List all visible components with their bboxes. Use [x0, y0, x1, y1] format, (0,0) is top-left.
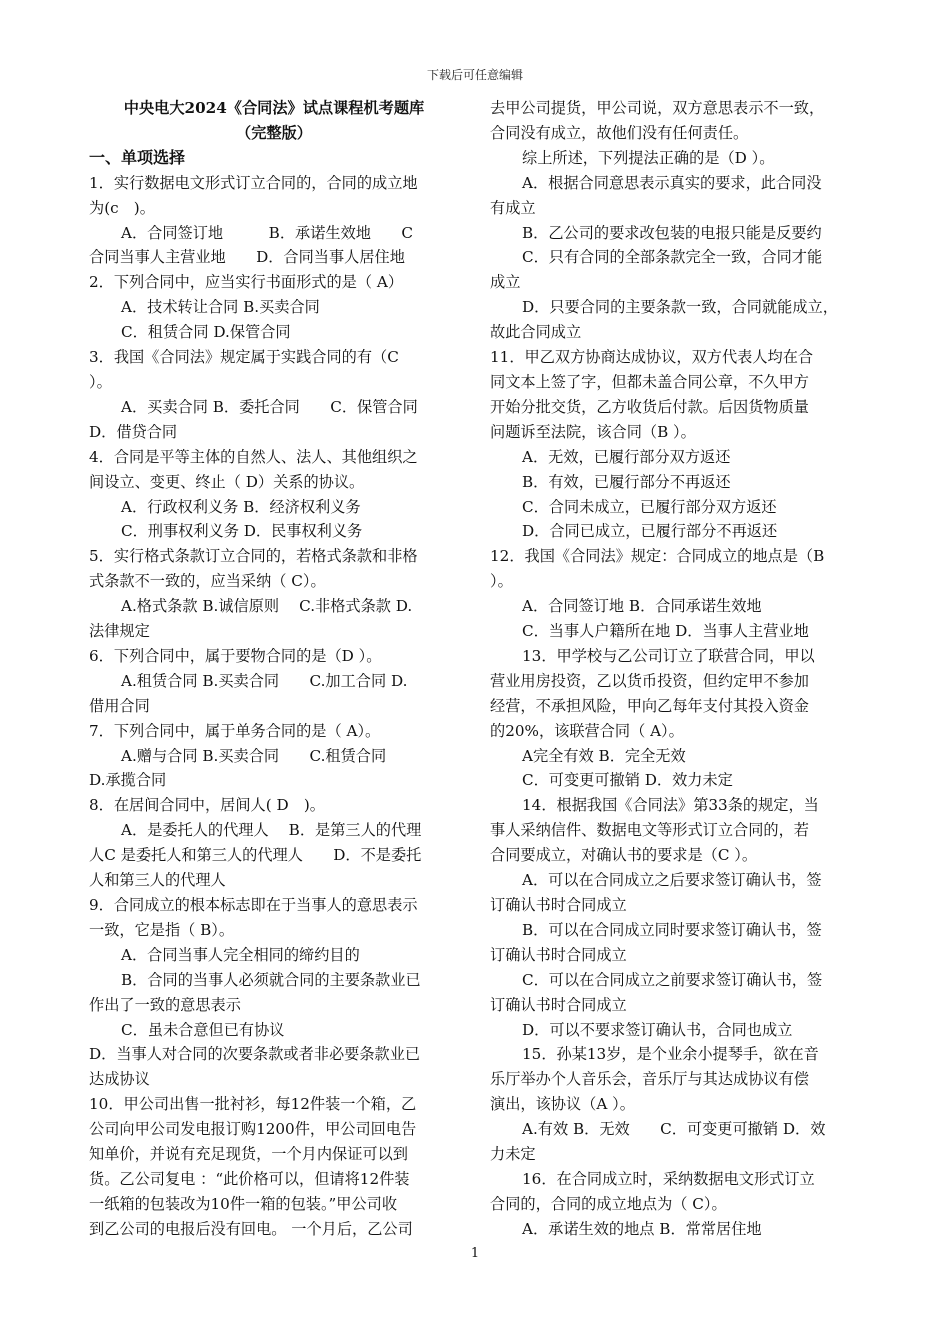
text-line: 8．在居间合同中，居间人( D )。: [89, 796, 325, 815]
text-line: C．合同未成立，已履行部分双方返还: [522, 497, 777, 516]
document-title: 中央电大2024《合同法》试点课程机考题库: [123, 99, 425, 117]
text-line: 货。乙公司复电 ：“此价格可以，但请将12件装: [89, 1169, 410, 1188]
text-line: 16．在合同成立时，采纳数据电文形式订立: [522, 1169, 815, 1188]
text-line: C．租赁合同 D.保管合同: [121, 323, 291, 342]
text-line: D．借贷合同: [89, 422, 178, 441]
text-line: 人和第三人的代理人: [89, 871, 226, 890]
text-line: 间设立、变更、终止（ D）关系的协议。: [89, 472, 365, 491]
text-line: 成立: [490, 273, 521, 292]
text-line: B．乙公司的要求改包装的电报只能是反要约: [522, 223, 822, 242]
text-line: 的20%，该联营合同（ A）。: [490, 721, 684, 740]
text-line: 合同要成立，对确认书的要求是（C ）。: [490, 846, 758, 865]
text-line: 演出，该协议（A ）。: [490, 1095, 635, 1114]
text-line: 有成立: [490, 198, 536, 217]
text-line: B．有效，已履行部分不再返还: [522, 472, 731, 491]
text-line: C．可以在合同成立之前要求签订确认书，签: [522, 970, 823, 989]
text-line: A．行政权利义务 B．经济权利义务: [121, 497, 361, 516]
text-line: 营业用房投资，乙以货币投资，但约定甲不参加: [490, 671, 809, 690]
text-line: 13．甲学校与乙公司订立了联营合同，甲以: [522, 646, 815, 665]
text-line: D．可以不要求签订确认书，合同也成立: [522, 1020, 793, 1039]
text-line: 借用合同: [89, 696, 150, 715]
text-line: 10．甲公司出售一批衬衫，每12件装一个箱，乙: [89, 1095, 417, 1114]
text-line: 去甲公司提货，甲公司说，双方意思表示不一致，: [490, 99, 825, 117]
text-line: 人C 是委托人和第三人的代理人 D．不是委托: [89, 846, 422, 865]
text-line: 达成协议: [89, 1070, 150, 1089]
text-line: 7．下列合同中，属于单务合同的是（ A）。: [89, 721, 381, 740]
text-line: C．可变更可撤销 D．效力未定: [522, 771, 733, 790]
text-line: A．根据合同意思表示真实的要求，此合同没: [522, 173, 822, 192]
text-line: C．只有合同的全部条款完全一致，合同才能: [522, 248, 823, 267]
text-line: 1．实行数据电文形式订立合同的，合同的成立地: [89, 173, 418, 192]
text-line: 问题诉至法院，该合同（B ）。: [490, 422, 696, 441]
text-line: 15．孙某13岁，是个业余小提琴手，欲在音: [522, 1045, 819, 1064]
page-number: 1: [470, 1246, 480, 1261]
text-line: C．虽未合意但已有协议: [121, 1020, 285, 1039]
text-line: 订确认书时合同成立: [490, 945, 627, 964]
text-line: 14．根据我国《合同法》第33条的规定，当: [522, 796, 819, 815]
text-line: A.有效 B．无效 C．可变更可撤销 D．效: [522, 1120, 826, 1139]
text-line: 公司向甲公司发电报订购1200件，甲公司回电告: [89, 1120, 417, 1139]
text-line: A.租赁合同 B.买卖合同 C.加工合同 D.: [121, 671, 408, 690]
text-line: 综上所述，下列提法正确的是（D ）。: [522, 148, 775, 167]
text-line: 为(c )。: [89, 198, 155, 217]
text-line: 知单价，并说有充足现货，一个月内保证可以到: [89, 1145, 408, 1164]
text-line: C．当事人户籍所在地 D．当事人主营业地: [522, 622, 809, 641]
text-line: 事人采纳信件、数据电文等形式订立合同的，若: [490, 821, 809, 840]
text-line: 订确认书时合同成立: [490, 896, 627, 914]
section-heading: 一、单项选择: [89, 147, 186, 167]
text-line: A．技术转让合同 B.买卖合同: [121, 298, 320, 317]
right-column: [490, 96, 860, 1242]
text-line: D．只要合同的主要条款一致，合同就能成立，: [522, 298, 838, 317]
text-line: 合同没有成立，故他们没有任何责任。: [490, 123, 749, 142]
document-subtitle: （完整版）: [236, 123, 312, 142]
text-line: A．可以在合同成立之后要求签订确认书，签: [522, 871, 822, 890]
text-line: 到乙公司的电报后没有回电。 一个月后，乙公司: [89, 1219, 413, 1238]
text-line: 力未定: [490, 1145, 536, 1164]
text-line: D.承揽合同: [89, 771, 167, 790]
text-line: A．合同签订地 B．承诺生效地 C: [121, 223, 413, 242]
text-line: A．合同当事人完全相同的缔约目的: [121, 945, 360, 964]
text-line: 一纸箱的包装改为10件一箱的包装。”甲公司收: [89, 1194, 398, 1213]
text-line: 订确认书时合同成立: [490, 995, 627, 1014]
text-line: A完全有效 B．完全无效: [522, 746, 686, 765]
text-line: 经营，不承担风险，甲向乙每年支付其投入资金: [490, 696, 809, 715]
text-line: A．无效，已履行部分双方返还: [522, 447, 731, 466]
text-line: ）。: [89, 372, 112, 391]
text-line: A．是委托人的代理人 B．是第三人的代理: [121, 821, 422, 840]
text-line: D．当事人对合同的次要条款或者非必要条款业已: [89, 1045, 421, 1064]
text-line: 作出了一致的意思表示: [89, 995, 241, 1014]
left-column: [89, 96, 459, 1242]
text-line: D．合同已成立，已履行部分不再返还: [522, 522, 778, 541]
page-header: 下载后可任意编辑: [426, 68, 523, 82]
text-line: A．承诺生效的地点 B．常常居住地: [522, 1219, 762, 1238]
text-line: 9．合同成立的根本标志即在于当事人的意思表示: [89, 896, 418, 914]
text-line: 法律规定: [89, 622, 150, 641]
right-column-lines: [490, 96, 860, 1242]
text-line: B．合同的当事人必须就合同的主要条款业已: [121, 970, 421, 989]
text-line: ）。: [490, 572, 513, 591]
text-line: 式条款不一致的，应当采纳（ C）。: [89, 572, 326, 591]
text-line: A.格式条款 B.诚信原则 C.非格式条款 D.: [121, 597, 413, 616]
text-line: 一致，它是指（ B）。: [89, 920, 235, 939]
text-line: 3．我国《合同法》规定属于实践合同的有（C: [89, 348, 399, 367]
text-line: 12．我国《合同法》规定：合同成立的地点是（B: [490, 547, 825, 566]
text-line: B．可以在合同成立同时要求签订确认书，签: [522, 920, 822, 939]
text-line: 4．合同是平等主体的自然人、法人、其他组织之: [89, 447, 418, 466]
text-line: 5．实行格式条款订立合同的，若格式条款和非格: [89, 547, 418, 566]
text-line: A．合同签订地 B．合同承诺生效地: [522, 597, 762, 616]
text-line: 故此合同成立: [490, 323, 582, 342]
text-line: A.赠与合同 B.买卖合同 C.租赁合同: [121, 746, 387, 765]
text-line: 合同的，合同的成立地点为（ C）。: [490, 1194, 727, 1213]
text-line: 合同当事人主营业地 D．合同当事人居住地: [89, 248, 405, 267]
left-column-lines: [89, 171, 459, 1242]
text-line: A．买卖合同 B．委托合同 C．保管合同: [121, 397, 418, 416]
text-line: 乐厅举办个人音乐会，音乐厅与其达成协议有偿: [490, 1070, 809, 1089]
text-line: 2．下列合同中，应当实行书面形式的是（ A）: [89, 273, 404, 292]
text-line: C．刑事权利义务 D．民事权利义务: [121, 522, 363, 541]
text-line: 11．甲乙双方协商达成协议，双方代表人均在合: [490, 348, 814, 367]
text-line: 开始分批交货，乙方收货后付款。后因货物质量: [490, 397, 809, 416]
text-line: 同文本上签了字，但都未盖合同公章，不久甲方: [490, 372, 809, 391]
text-line: 6．下列合同中，属于要物合同的是（D ）。: [89, 646, 382, 665]
